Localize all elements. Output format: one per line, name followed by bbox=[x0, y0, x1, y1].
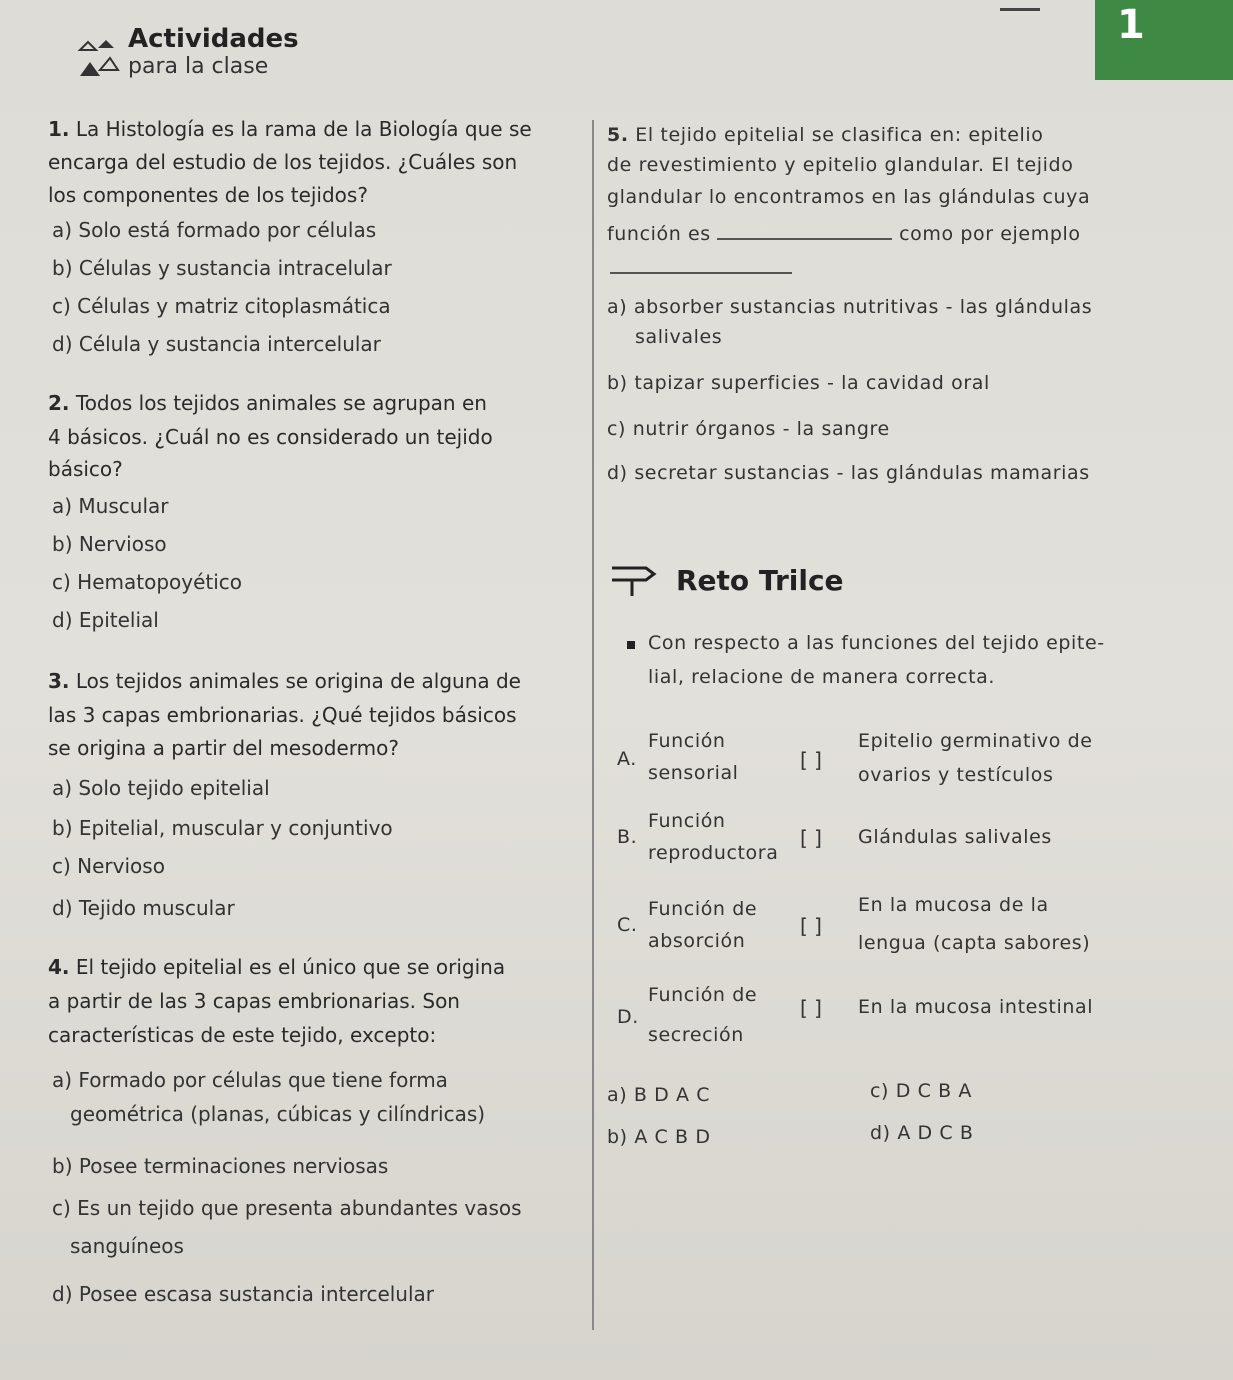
reto-bracket-3[interactable]: [ ] bbox=[800, 914, 822, 938]
q2-line-3: básico? bbox=[48, 457, 123, 481]
reto-letter-d: D. bbox=[617, 1006, 639, 1028]
reto-left-a-1: Función bbox=[648, 730, 726, 752]
q2-option-b[interactable]: b) Nervioso bbox=[52, 532, 167, 556]
reto-left-b-2: reproductora bbox=[648, 842, 779, 864]
reto-left-c-2: absorción bbox=[648, 930, 746, 952]
q5-option-d[interactable]: d) secretar sustancias - las glándulas mamarias bbox=[607, 462, 1090, 484]
q5-option-a[interactable]: a) absorber sustancias nutritivas - las glándulas bbox=[607, 296, 1093, 318]
reto-answer-d[interactable]: d) A D C B bbox=[870, 1122, 974, 1144]
q2-line-1: 2. Todos los tejidos animales se agrupan en bbox=[48, 391, 487, 415]
q4-option-a-cont: geométrica (planas, cúbicas y cilíndricas) bbox=[70, 1102, 486, 1126]
reto-left-d-2: secreción bbox=[648, 1024, 744, 1046]
reto-letter-c: C. bbox=[617, 914, 638, 936]
q5-line-3: glandular lo encontramos en las glándulas cuya bbox=[607, 186, 1091, 208]
reto-answer-b[interactable]: b) A C B D bbox=[607, 1126, 711, 1148]
reto-answer-c[interactable]: c) D C B A bbox=[870, 1080, 972, 1102]
q2-option-d[interactable]: d) Epitelial bbox=[52, 608, 159, 632]
reto-bracket-1[interactable]: [ ] bbox=[800, 748, 822, 772]
page-number: 1 bbox=[1117, 2, 1145, 48]
q5-option-a-cont: salivales bbox=[635, 326, 723, 348]
q3-option-c[interactable]: c) Nervioso bbox=[52, 854, 165, 878]
reto-letter-a: A. bbox=[617, 748, 637, 770]
page-number-tab bbox=[1095, 0, 1233, 80]
q5-blank-1[interactable] bbox=[717, 220, 892, 240]
header-subtitle: para la clase bbox=[128, 54, 269, 79]
q1-option-a[interactable]: a) Solo está formado por células bbox=[52, 218, 377, 242]
q2-option-a[interactable]: a) Muscular bbox=[52, 494, 169, 518]
reto-letter-b: B. bbox=[617, 826, 638, 848]
q4-option-c-cont: sanguíneos bbox=[70, 1234, 184, 1258]
reto-left-c-1: Función de bbox=[648, 898, 758, 920]
reto-prompt-1: Con respecto a las funciones del tejido epite- bbox=[648, 632, 1105, 654]
q3-option-d[interactable]: d) Tejido muscular bbox=[52, 896, 235, 920]
q4-option-b[interactable]: b) Posee terminaciones nerviosas bbox=[52, 1154, 389, 1178]
q3-line-2: las 3 capas embrionarias. ¿Qué tejidos básicos bbox=[48, 703, 517, 727]
reto-prompt-2: lial, relacione de manera correcta. bbox=[648, 666, 996, 688]
q5-option-c[interactable]: c) nutrir órganos - la sangre bbox=[607, 418, 890, 440]
q4-option-d[interactable]: d) Posee escasa sustancia intercelular bbox=[52, 1282, 435, 1306]
reto-right-4-1: En la mucosa intestinal bbox=[858, 996, 1094, 1018]
q5-line-2: de revestimiento y epitelio glandular. El tejido bbox=[607, 154, 1074, 176]
column-divider bbox=[592, 120, 594, 1330]
reto-right-1-1: Epitelio germinativo de bbox=[858, 730, 1093, 752]
reto-right-3-2: lengua (capta sabores) bbox=[858, 932, 1091, 954]
reto-answer-a[interactable]: a) B D A C bbox=[607, 1084, 711, 1106]
q1-option-c[interactable]: c) Células y matriz citoplasmática bbox=[52, 294, 391, 318]
reto-title: Reto Trilce bbox=[676, 564, 844, 597]
signpost-icon bbox=[608, 560, 658, 596]
q2-option-c[interactable]: c) Hematopoyético bbox=[52, 570, 243, 594]
q3-line-1: 3. Los tejidos animales se origina de alguna de bbox=[48, 669, 521, 693]
top-rule bbox=[1000, 8, 1040, 11]
reto-right-2-1: Glándulas salivales bbox=[858, 826, 1052, 848]
q5-option-b[interactable]: b) tapizar superficies - la cavidad oral bbox=[607, 372, 990, 394]
q3-line-3: se origina a partir del mesodermo? bbox=[48, 736, 399, 760]
q1-line-1: 1. La Histología es la rama de la Biología que se bbox=[48, 117, 532, 141]
q4-line-2: a partir de las 3 capas embrionarias. Son bbox=[48, 989, 460, 1013]
q5-blank-2[interactable] bbox=[610, 272, 792, 274]
q1-option-b[interactable]: b) Células y sustancia intracelular bbox=[52, 256, 392, 280]
reto-right-1-2: ovarios y testículos bbox=[858, 764, 1054, 786]
bullet-icon bbox=[627, 641, 635, 649]
q4-line-1: 4. El tejido epitelial es el único que se origina bbox=[48, 955, 506, 979]
reto-left-b-1: Función bbox=[648, 810, 726, 832]
q1-line-2: encarga del estudio de los tejidos. ¿Cuáles son bbox=[48, 150, 518, 174]
q3-option-a[interactable]: a) Solo tejido epitelial bbox=[52, 776, 270, 800]
reto-bracket-2[interactable]: [ ] bbox=[800, 826, 822, 850]
activities-logo-icon bbox=[72, 38, 122, 80]
reto-left-d-1: Función de bbox=[648, 984, 758, 1006]
q2-line-2: 4 básicos. ¿Cuál no es considerado un tejido bbox=[48, 425, 493, 449]
q4-option-c[interactable]: c) Es un tejido que presenta abundantes vasos bbox=[52, 1196, 522, 1220]
q4-option-a[interactable]: a) Formado por células que tiene forma bbox=[52, 1068, 448, 1092]
q1-option-d[interactable]: d) Célula y sustancia intercelular bbox=[52, 332, 381, 356]
q5-line-1: 5. El tejido epitelial se clasifica en: epitelio bbox=[607, 124, 1044, 146]
q5-line-4: función es como por ejemplo bbox=[607, 220, 1081, 245]
reto-right-3-1: En la mucosa de la bbox=[858, 894, 1049, 916]
q4-line-3: características de este tejido, excepto: bbox=[48, 1023, 437, 1047]
reto-left-a-2: sensorial bbox=[648, 762, 739, 784]
q3-option-b[interactable]: b) Epitelial, muscular y conjuntivo bbox=[52, 816, 393, 840]
reto-bracket-4[interactable]: [ ] bbox=[800, 996, 822, 1020]
header-title: Actividades bbox=[128, 24, 299, 54]
q1-line-3: los componentes de los tejidos? bbox=[48, 183, 368, 207]
